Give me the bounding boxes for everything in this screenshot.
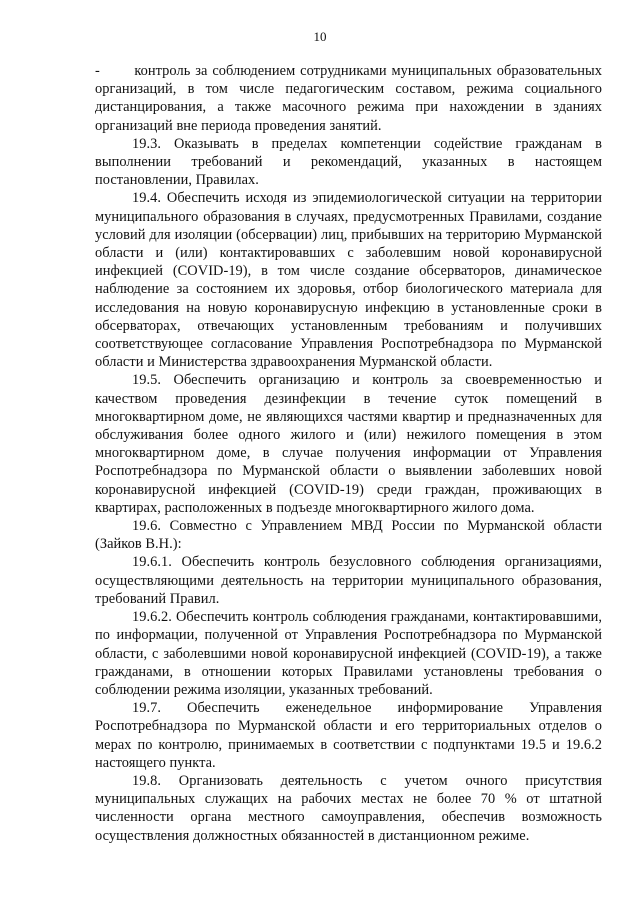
paragraph-19-8: 19.8. Организовать деятельность с учетом очного присутствия муниципальных служащих на рабочих местах не более 70 % от штатной численности органа местного самоуправления, обеспечив возможность осуществления должностных обязанностей в дистанционном режиме. [95, 772, 602, 844]
document-body [95, 62, 602, 845]
paragraph-19-7: 19.7. Обеспечить еженедельное информирование Управления Роспотребнадзора по Мурманской области и его территориальных отделов о мерах по контролю, принимаемых в соответствии с подпунктами 19.5 и 19.6.2 настоящего пункта. [95, 700, 602, 771]
paragraph-bullet-control: - контроль за соблюдением сотрудниками муниципальных образовательных организаций, в том числе педагогическим составом, режима социального дистанцирования, а также масочного режима при нахождении в зданиях организаций вне периода проведения занятий. [95, 63, 602, 134]
paragraph-19-3: 19.3. Оказывать в пределах компетенции содействие гражданам в выполнении требований и рекомендаций, указанных в настоящем постановлении, Правилах. [95, 135, 602, 189]
paragraph-19-6: 19.6. Совместно с Управлением МВД России по Мурманской области (Зайков В.Н.): [95, 518, 602, 553]
paragraph-19-6-2: 19.6.2. Обеспечить контроль соблюдения гражданами, контактировавшими, по информации, полученной от Управления Роспотребнадзора по Мурманской области, с заболевшими новой коронавирусной инфекцией (COVID-19), а также гражданами, в отношении которых Правилами установлены требования о соблюдении режима изоляции, указанных требований. [95, 609, 602, 698]
paragraph-19-4: 19.4. Обеспечить исходя из эпидемиологической ситуации на территории муниципального образования в случаях, предусмотренных Правилами, создание условий для изоляции (обсервации) лиц, прибывших на территорию Мурманской области и (или) контактировавших с заболевшим новой коронавирусной инфекцией (COVID-19), в том числе создание обсерваторов, динамическое наблюдение за состоянием их здоровья, отбор биологического материала для исследования на новую коронавирусную инфекцию в установленные сроки в обсерваторах, отвечающих установленным требованиям и получивших соответствующее согласование Управления Роспотребнадзора по Мурманской области и Министерства здравоохранения Мурманской области. [95, 190, 602, 371]
paragraph-19-6-1: 19.6.1. Обеспечить контроль безусловного соблюдения организациями, осуществляющими деятельность на территории муниципального образования, требований Правил. [95, 554, 602, 607]
paragraph-19-5: 19.5. Обеспечить организацию и контроль за своевременностью и качеством проведения дезинфекции в течение суток помещений в многоквартирном доме, не являющихся частями квартир и предназначенных для обслуживания более одного жилого и (или) нежилого помещения в этом многоквартирном доме, в случае получения информации от Управления Роспотребнадзора по Мурманской области о выявлении заболевших новой коронавирусной инфекцией (COVID-19) среди граждан, проживающих в квартирах, расположенных в подъезде многоквартирного жилого дома. [95, 372, 602, 516]
page-number: 10 [313, 29, 327, 44]
